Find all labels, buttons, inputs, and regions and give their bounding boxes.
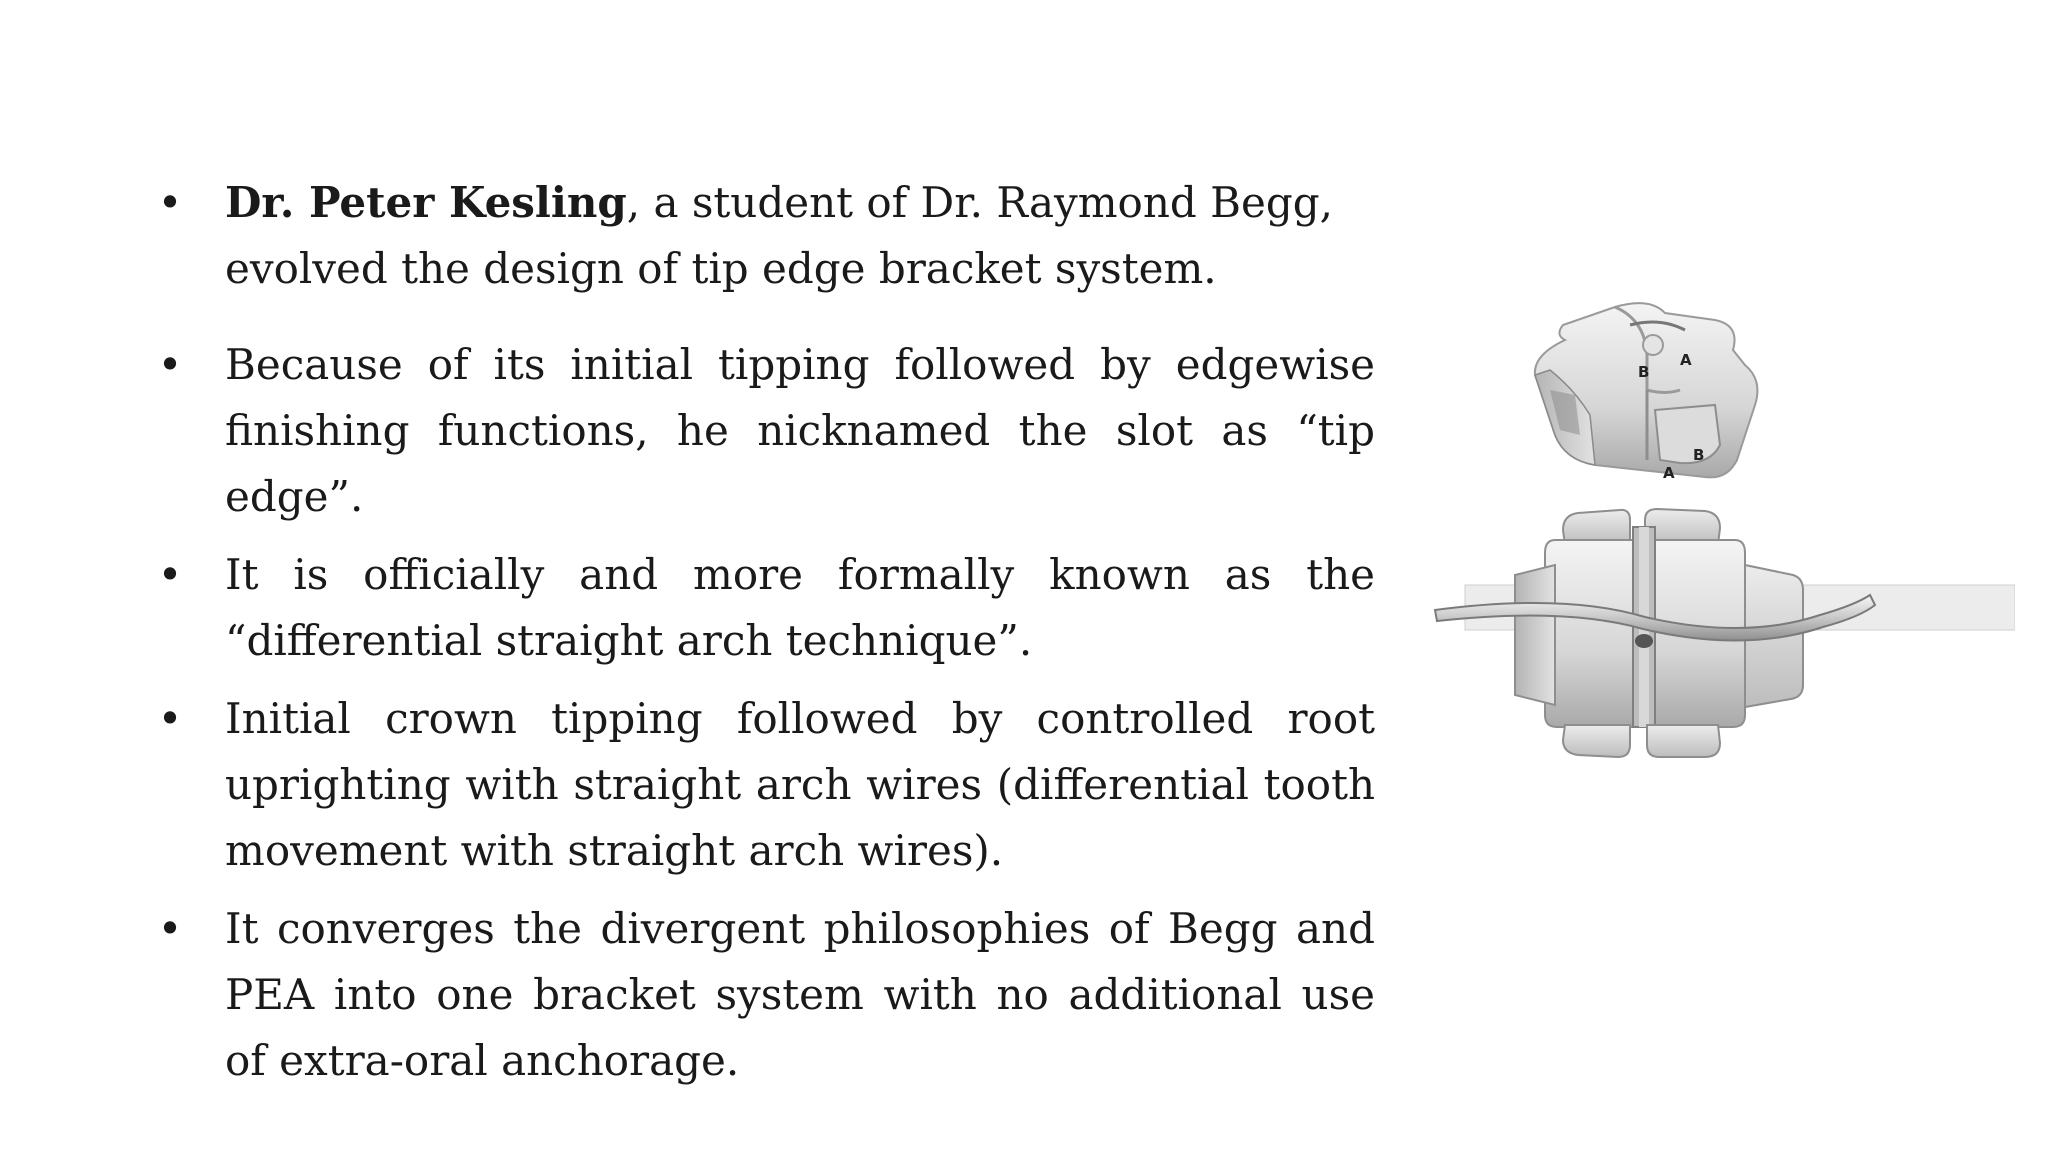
bullet-item-crown-tipping <box>155 686 1375 884</box>
label-bottom-a: A <box>1663 464 1675 482</box>
bullet-dot: • <box>157 904 183 953</box>
bullet-item-converges <box>155 896 1375 1094</box>
bullet-dot: • <box>157 178 183 227</box>
bullet-text: It converges the divergent philosophies of Begg and PEA into one bracket system with no additional use of extra-oral anchorage. <box>225 904 1375 1085</box>
bullet-dot: • <box>157 550 183 599</box>
bullet-dot: • <box>157 694 183 743</box>
label-top-b: B <box>1638 363 1650 381</box>
label-top-a: A <box>1680 351 1692 369</box>
bullet-item-formal-name <box>155 542 1375 674</box>
bottom-bracket <box>1435 509 2015 757</box>
tip-edge-bracket-illustration-icon <box>1415 295 2015 815</box>
bullet-item-kesling <box>155 170 1375 302</box>
bullet-list <box>155 170 1375 1094</box>
tip-edge-bracket-figure <box>1415 295 2015 815</box>
bullet-text: Because of its initial tipping followed by edgewise finishing functions, he nicknamed the slot as “tip edge”. <box>225 340 1375 521</box>
bullet-item-tip-edge-nickname <box>155 332 1375 530</box>
bullet-text: It is officially and more formally known as the “differential straight arch technique”. <box>225 550 1375 665</box>
top-bracket <box>1535 303 1758 482</box>
bullet-text: Initial crown tipping followed by controlled root uprighting with straight arch wires (differential tooth movement with straight arch wires). <box>225 694 1375 875</box>
bullet-dot: • <box>157 340 183 389</box>
bullet-bold-name: Dr. Peter Kesling <box>225 178 627 227</box>
bullet-text: , a student of Dr. Raymond Begg, evolved the design of tip edge bracket system. <box>225 178 1333 293</box>
label-bottom-b: B <box>1693 446 1705 464</box>
